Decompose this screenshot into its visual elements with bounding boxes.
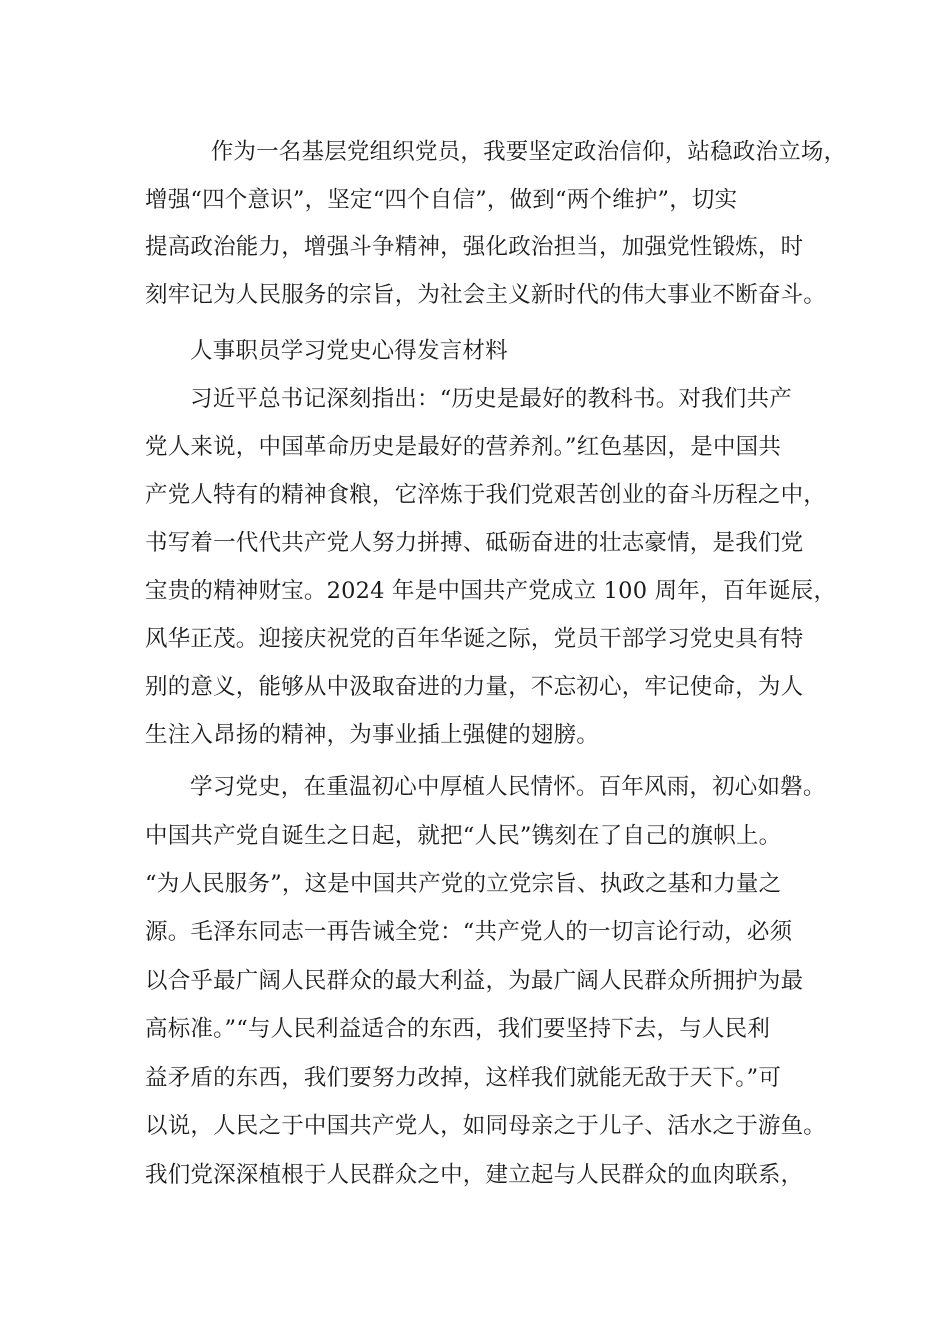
paragraph-3-line-5: 以合乎最广阔人民群众的最大利益，为最广阔人民群众所拥护为最 — [145, 968, 804, 994]
paragraph-3-line-4: 源。毛泽东同志一再告诫全党：“共产党人的一切言论行动，必须 — [145, 919, 793, 945]
paragraph-3-line-2: 中国共产党自诞生之日起，就把“人民”镌刻在了自己的旗帜上。 — [145, 823, 782, 849]
paragraph-2-line-2: 党人来说，中国革命历史是最好的营养剂。”红色基因，是中国共 — [145, 434, 782, 460]
paragraph-3-line-3: “为人民服务”，这是中国共产党的立党宗旨、执政之基和力量之 — [145, 871, 782, 897]
paragraph-2-line-5: 宝贵的精神财宝。2024 年是中国共产党成立 100 周年，百年诞辰， — [145, 578, 837, 604]
paragraph-1-line-3: 提高政治能力，增强斗争精神，强化政治担当，加强党性锻炼，时 — [145, 234, 804, 260]
paragraph-3-line-8: 以说，人民之于中国共产党人，如同母亲之于儿子、活水之于游鱼。 — [145, 1113, 827, 1139]
paragraph-3-line-7: 益矛盾的东西，我们要努力改掉，这样我们就能无敌于天下。”可 — [145, 1065, 782, 1091]
paragraph-1-line-1: 作为一名基层党组织党员，我要坚定政治信仰，站稳政治立场， — [188, 139, 847, 165]
paragraph-3-line-6: 高标准。”“与人民利益适合的东西，我们要坚持下去，与人民利 — [145, 1016, 771, 1042]
paragraph-1-line-4: 刻牢记为人民服务的宗旨，为社会主义新时代的伟大事业不断奋斗。 — [145, 282, 827, 308]
paragraph-3-line-1: 学习党史，在重温初心中厚植人民情怀。百年风雨，初心如磐。 — [190, 774, 826, 800]
document-heading: 人事职员学习党史心得发言材料 — [190, 338, 508, 364]
paragraph-1-line-2: 增强“四个意识”，坚定“四个自信”，做到“两个维护”，切实 — [145, 187, 738, 213]
paragraph-2-line-4: 书写着一代代共产党人努力拼搏、砥砺奋进的壮志豪情，是我们党 — [145, 530, 804, 556]
paragraph-2-line-1: 习近平总书记深刻指出：“历史是最好的教科书。对我们共产 — [190, 386, 792, 412]
paragraph-2-line-6: 风华正茂。迎接庆祝党的百年华诞之际，党员干部学习党史具有特 — [145, 626, 804, 652]
paragraph-2-line-8: 生注入昂扬的精神，为事业插上强健的翅膀。 — [145, 722, 600, 748]
paragraph-2-line-3: 产党人特有的精神食粮，它淬炼于我们党艰苦创业的奋斗历程之中， — [145, 482, 827, 508]
paragraph-2-line-7: 别的意义，能够从中汲取奋进的力量，不忘初心，牢记使命，为人 — [145, 674, 804, 700]
paragraph-3-line-9: 我们党深深植根于人民群众之中，建立起与人民群众的血肉联系， — [145, 1162, 804, 1188]
